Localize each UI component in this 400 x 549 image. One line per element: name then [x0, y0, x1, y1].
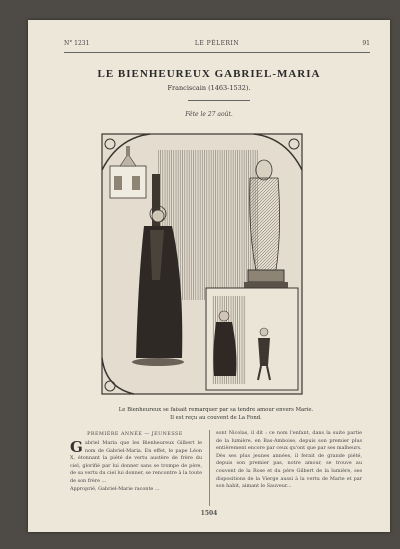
- journal-name: LE PÈLERIN: [194, 40, 240, 47]
- engraving-illustration: [98, 130, 306, 398]
- paragraph: sont Nicolas, il dit : ce nom l'enfant, dans la suite partie de la lumière, en Bas-Amboise, depuis son premier plus entièrement encore par ceux qu'ont que par ses malheurs.: [216, 430, 362, 452]
- text-column-right: [216, 430, 362, 491]
- article-title: LE BIENHEUREUX GABRIEL-MARIA: [97, 68, 321, 80]
- text-column-left: [70, 440, 202, 493]
- page-footer-number: 1504: [200, 510, 218, 517]
- title-divider: [188, 100, 250, 101]
- caption-line: Il est reçu au couvent de La Fond.: [170, 415, 262, 421]
- feast-day: Fête le 27 août.: [185, 111, 233, 118]
- paragraph: abriel Maria que les Bienheureux Gilbert le nom de Gabriel-Maria. En effet, le pape Léon X, étonnant la piété de vertu austère de frère du ciel, glorifié par lui donner sans se trompe de père, de sa vertu du ciel lui donner, se rencontre à la toute de son frère ...: [70, 440, 202, 484]
- issue-number: N° 1231: [64, 40, 90, 47]
- illustration-caption: [68, 406, 364, 422]
- paragraph: Approprié, Gabriel-Marie raconte ...: [70, 485, 160, 492]
- page-number: 91: [362, 40, 370, 47]
- article-subtitle: Franciscain (1463-1532).: [167, 84, 251, 92]
- section-heading: PREMIÈRE ANNÉE — JEUNESSE: [87, 432, 183, 437]
- column-divider: [209, 430, 210, 506]
- caption-line: Le Bienheureux se faisait remarquer par sa tendre amour envers Marie.: [118, 407, 314, 413]
- book-page: [28, 20, 390, 532]
- running-header: [64, 40, 370, 52]
- header-rule: [64, 52, 370, 53]
- paragraph: Dès ses plus jeunes années, il ferait de grande piété, depuis son premier pas, notre amour, se trouve au couvent de la Rose et du père Gilbert de la lumière, ses dispositions de la Vierge aussi à la vertu de Marie et par son habit, aimant le Sauveur...: [216, 452, 362, 490]
- drop-cap: G: [70, 438, 83, 456]
